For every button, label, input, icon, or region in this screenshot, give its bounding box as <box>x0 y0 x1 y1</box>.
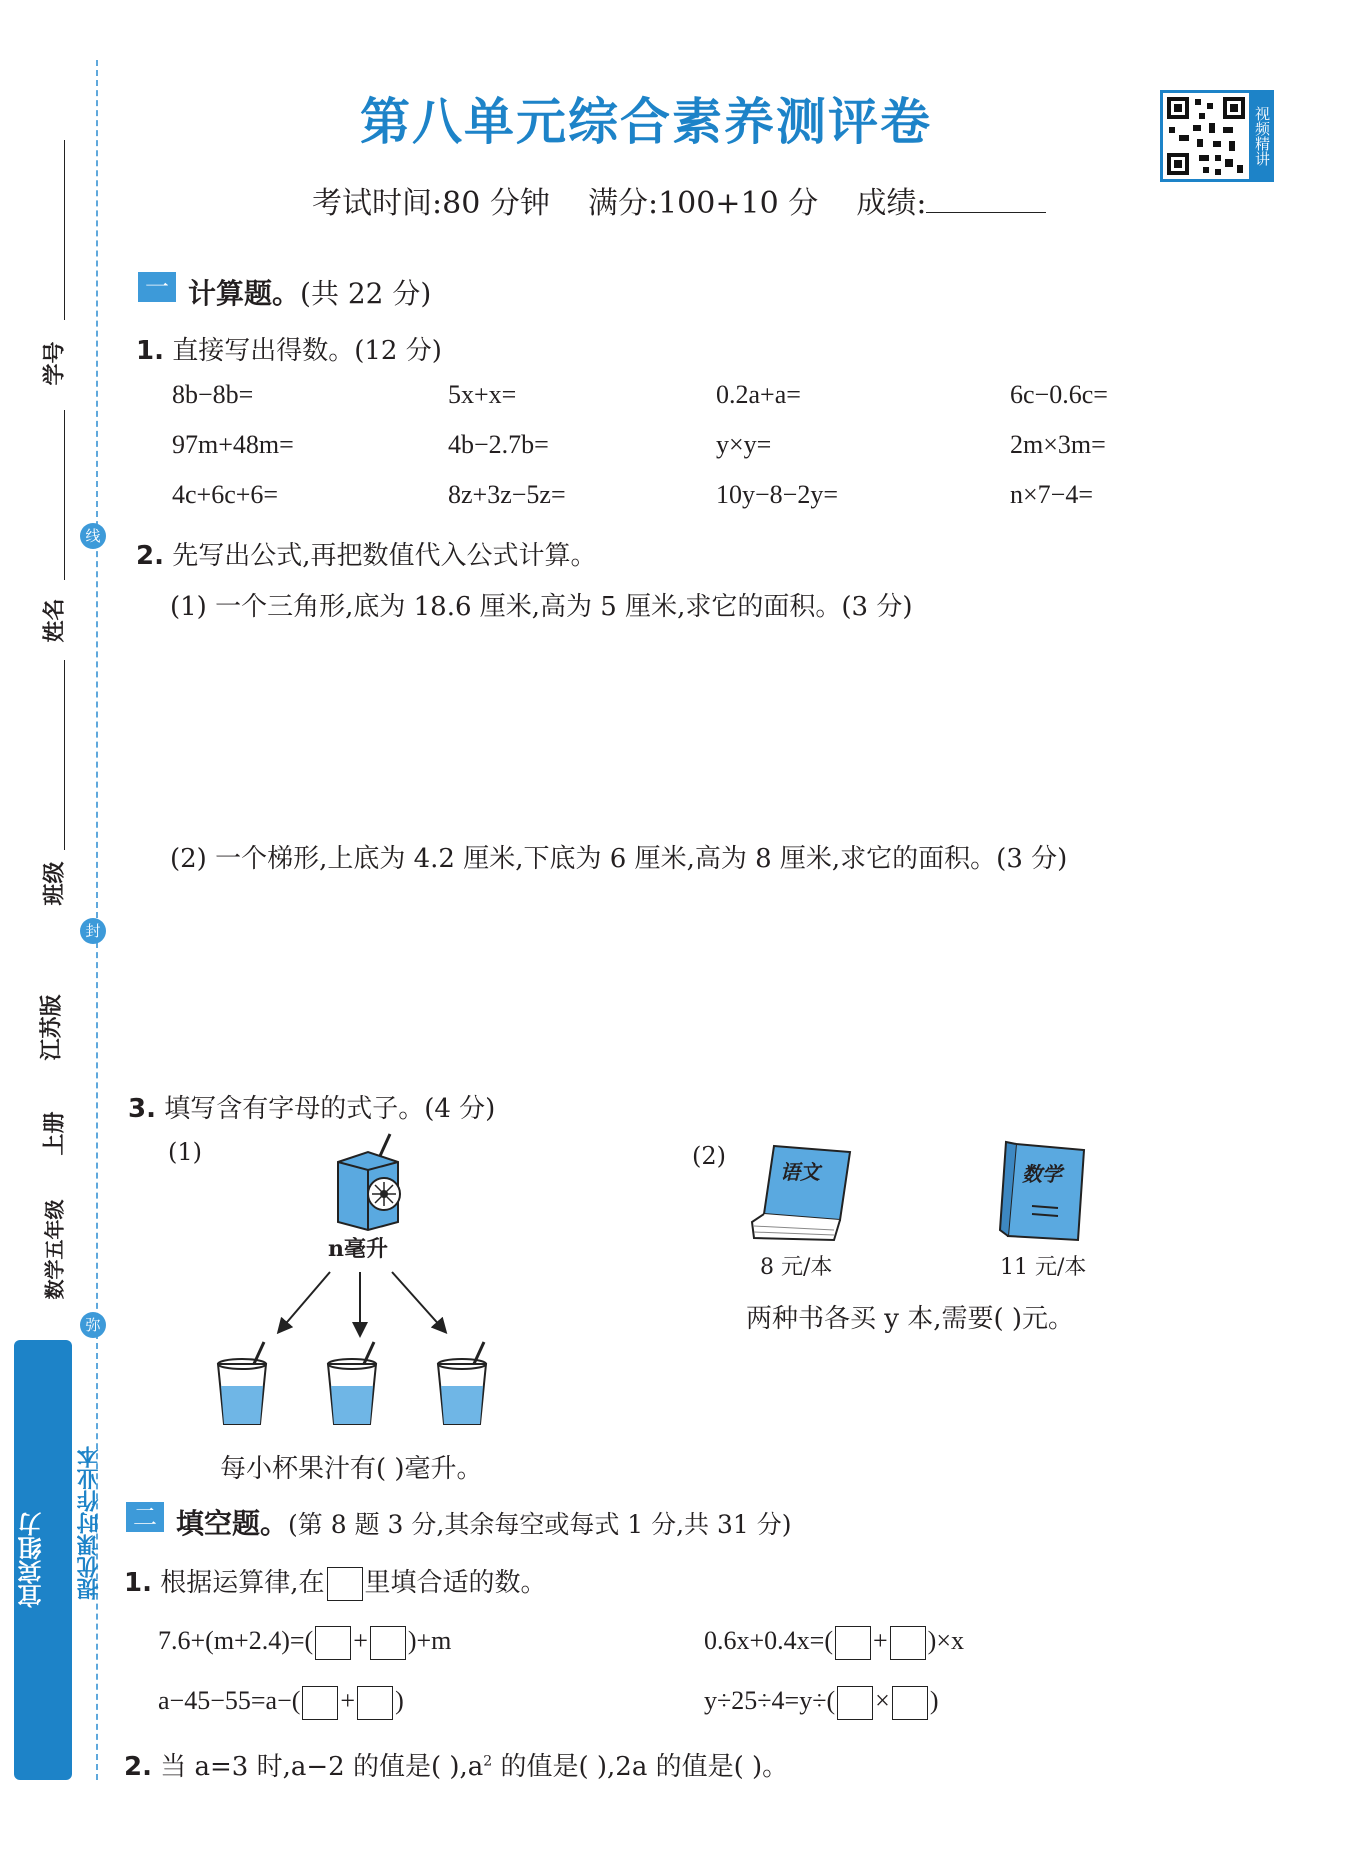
student-id-label: 学号 <box>42 341 68 386</box>
s2-q1-prompt <box>124 1562 547 1601</box>
edition-label: 江苏版 <box>39 994 65 1061</box>
seal-mi-mark: 弥 <box>80 1312 106 1338</box>
calc-item: 5x+x= <box>448 380 517 409</box>
section1-title: 计算题。 <box>188 277 301 310</box>
calc-item: 4c+6c+6= <box>172 480 279 509</box>
chinese-book-title: 语文 <box>780 1160 820 1184</box>
page-title: 第八单元综合素养测评卷 <box>360 93 932 151</box>
cup-icon <box>322 1340 382 1434</box>
s2-q1-text-a: 根据运算律,在 <box>160 1568 325 1598</box>
eq3-right: ) <box>395 1686 404 1715</box>
example-box <box>327 1567 363 1601</box>
student-id-line <box>64 140 65 320</box>
calc-item: 10y−8−2y= <box>716 480 838 509</box>
calc-item: n×7−4= <box>1010 480 1093 509</box>
split-arrows-icon <box>270 1268 460 1342</box>
section1-badge: 一 <box>138 272 176 302</box>
answer-box[interactable] <box>370 1626 406 1660</box>
s2-q2-number: 2. <box>124 1752 152 1782</box>
answer-box[interactable] <box>302 1686 338 1720</box>
section2-points: (第 8 题 3 分,其余每空或每式 1 分,共 31 分) <box>288 1510 792 1539</box>
eq4-right: ) <box>929 1686 939 1715</box>
cup-icon <box>212 1340 272 1434</box>
section2-heading <box>176 1502 792 1542</box>
calc-item: 97m+48m= <box>172 430 294 459</box>
grade-label: 数学五年级 <box>42 1199 67 1300</box>
answer-box[interactable] <box>837 1686 873 1720</box>
qr-code-icon[interactable] <box>1160 90 1252 182</box>
s1-q2-prompt <box>136 535 597 572</box>
eq2-op: + <box>872 1626 888 1655</box>
cup-icon <box>432 1340 492 1434</box>
s1-q3-part2-answer[interactable]: 两种书各买 y 本,需要( )元。 <box>746 1304 1075 1334</box>
math-book-title: 数学 <box>1022 1162 1062 1186</box>
chinese-book-price: 8 元/本 <box>760 1255 833 1280</box>
s2-q2-prompt <box>124 1746 788 1783</box>
s2-q2-text-a: 当 a=3 时,a−2 的值是( ),a <box>160 1752 484 1782</box>
s1-q2-number: 2. <box>136 541 164 571</box>
volume-label: 上册 <box>42 1111 68 1156</box>
s1-q2-text: 先写出公式,再把数值代入公式计算。 <box>172 541 597 571</box>
full-score: 满分:100+10 分 <box>587 186 819 221</box>
answer-box[interactable] <box>835 1626 871 1660</box>
name-label: 姓名 <box>42 598 68 643</box>
calc-item: 8z+3z−5z= <box>448 480 566 509</box>
s1-q2-part2: (2) 一个梯形,上底为 4.2 厘米,下底为 6 厘米,高为 8 厘米,求它的面积。(3 分) <box>170 844 1068 874</box>
section1-points: (共 22 分) <box>300 277 432 310</box>
section2-badge: 二 <box>126 1502 164 1532</box>
s2-eq3 <box>158 1686 404 1720</box>
eq4-op: × <box>875 1686 890 1715</box>
s1-q3-part2-label: (2) <box>692 1142 726 1170</box>
eq3-op: + <box>340 1686 356 1715</box>
calc-item: 2m×3m= <box>1010 430 1106 459</box>
eq1-left: 7.6+(m+2.4)=( <box>158 1626 314 1655</box>
s1-q3-prompt <box>128 1088 495 1125</box>
exam-time: 考试时间:80 分钟 <box>312 186 550 221</box>
calc-item: 6c−0.6c= <box>1010 380 1108 409</box>
calc-item: 0.2a+a= <box>716 380 801 409</box>
chinese-book-icon <box>744 1142 854 1242</box>
s1-q1-text: 直接写出得数。(12 分) <box>172 336 442 366</box>
class-label: 班级 <box>42 861 68 906</box>
s1-q2-part1: (1) 一个三角形,底为 18.6 厘米,高为 5 厘米,求它的面积。(3 分) <box>170 592 913 622</box>
eq2-left: 0.6x+0.4x=( <box>704 1626 833 1655</box>
math-book-icon <box>996 1140 1086 1250</box>
name-line <box>64 410 65 580</box>
section2-title: 填空题。 <box>176 1507 289 1540</box>
s2-eq2 <box>704 1626 964 1660</box>
seal-seal-mark: 封 <box>80 918 106 944</box>
seal-line-mark: 线 <box>80 523 106 549</box>
calc-item: y×y= <box>716 430 772 459</box>
juice-volume-label: n毫升 <box>328 1236 388 1262</box>
s1-q3-part1-label: (1) <box>168 1138 202 1166</box>
eq1-op: + <box>353 1626 368 1655</box>
s2-q2-superscript: 2 <box>483 1753 493 1770</box>
s2-q2-text-b: 的值是( ),2a 的值是( )。 <box>492 1752 789 1782</box>
answer-box[interactable] <box>890 1626 926 1660</box>
brand-series-name: 提优课时作业本 <box>77 1446 102 1600</box>
answer-box[interactable] <box>315 1626 351 1660</box>
section1-heading <box>188 272 431 312</box>
s1-q3-part1-answer[interactable]: 每小杯果汁有( )毫升。 <box>220 1454 483 1484</box>
s1-q3-number: 3. <box>128 1094 156 1124</box>
score-blank[interactable] <box>926 188 1046 213</box>
answer-box[interactable] <box>357 1686 393 1720</box>
eq1-right: )+m <box>407 1626 452 1655</box>
class-line <box>64 660 65 850</box>
brand-logo-text: 宜宾组力 <box>18 1512 46 1608</box>
calc-item: 8b−8b= <box>172 380 254 409</box>
s2-q1-number: 1. <box>124 1568 152 1598</box>
juice-box-icon <box>328 1132 408 1236</box>
eq4-left: y÷25÷4=y÷( <box>704 1686 836 1715</box>
eq2-right: )×x <box>927 1626 964 1655</box>
s2-q1-text-b: 里填合适的数。 <box>364 1568 547 1598</box>
video-explanation-tag: 视频精讲 <box>1250 90 1274 182</box>
s2-eq4 <box>704 1686 938 1720</box>
s1-q3-text: 填写含有字母的式子。(4 分) <box>164 1094 496 1124</box>
eq3-left: a−45−55=a−( <box>158 1686 301 1715</box>
score-label: 成绩: <box>856 186 927 221</box>
exam-info <box>312 178 1046 222</box>
answer-box[interactable] <box>892 1686 928 1720</box>
calc-item: 4b−2.7b= <box>448 430 549 459</box>
math-book-price: 11 元/本 <box>1000 1255 1087 1280</box>
s1-q1-prompt <box>136 330 442 367</box>
s2-eq1 <box>158 1626 451 1660</box>
s1-q1-number: 1. <box>136 336 164 366</box>
